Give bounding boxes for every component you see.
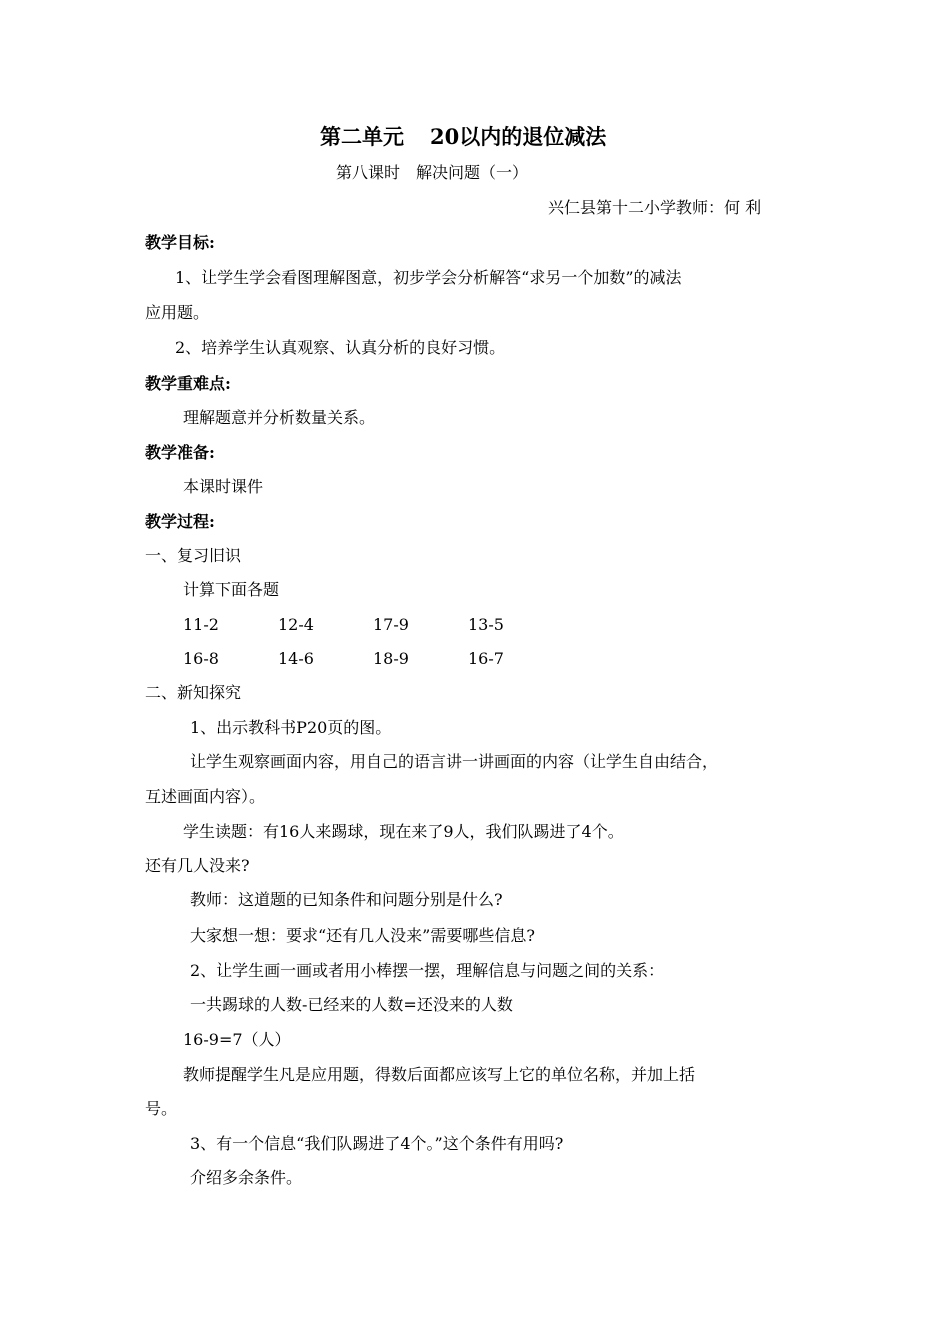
read-line1: 学生读题：有16人来踢球，现在来了9人，我们队踢进了4个。 <box>183 822 624 841</box>
section-1-title: 一、复习旧识 <box>145 546 242 565</box>
extra-condition: 介绍多余条件。 <box>190 1168 303 1187</box>
observe-line1: 让学生观察画面内容，用自己的语言讲一讲画面的内容（让学生自由结合， <box>190 752 719 771</box>
section-2-title: 二、新知探究 <box>145 683 242 702</box>
key-points-heading: 教学重难点: <box>145 374 231 393</box>
calc-item: 18-9 <box>373 649 409 668</box>
objectives-heading: 教学目标: <box>145 233 215 252</box>
calc-item: 16-7 <box>468 649 504 668</box>
reminder-line2: 号。 <box>145 1099 178 1118</box>
page-title <box>320 124 606 150</box>
subtitle-lesson: 第八课时 <box>336 163 401 182</box>
calc-item: 14-6 <box>278 649 314 668</box>
title-unit: 第二单元 <box>320 124 404 149</box>
calc-item: 11-2 <box>183 615 219 634</box>
observe-line2: 互述画面内容）。 <box>145 787 266 806</box>
calc-item: 13-5 <box>468 615 504 634</box>
title-topic: 20以内的退位减法 <box>430 124 607 149</box>
calc-item: 17-9 <box>373 615 409 634</box>
reminder-line1: 教师提醒学生凡是应用题，得数后面都应该写上它的单位名称，并加上括 <box>183 1065 696 1084</box>
step-2: 2、让学生画一画或者用小棒摆一摆，理解信息与问题之间的关系： <box>190 961 665 980</box>
read-line2: 还有几人没来? <box>145 856 250 875</box>
objective-1-line1: 1、让学生学会看图理解图意，初步学会分析解答“求另一个加数”的减法 <box>175 268 682 287</box>
teacher-question: 教师：这道题的已知条件和问题分别是什么? <box>190 890 503 909</box>
relation: 一共踢球的人数-已经来的人数=还没来的人数 <box>190 995 513 1014</box>
calc-item: 12-4 <box>278 615 314 634</box>
step-3: 3、有一个信息“我们队踢进了4个。”这个条件有用吗? <box>190 1134 564 1153</box>
page-subtitle <box>336 163 528 183</box>
equation: 16-9=7（人） <box>183 1030 291 1049</box>
step-1: 1、出示教科书P20页的图。 <box>190 718 392 737</box>
objective-2: 2、培养学生认真观察、认真分析的良好习惯。 <box>175 338 506 357</box>
process-heading: 教学过程: <box>145 512 215 531</box>
objective-1-line2: 应用题。 <box>145 303 210 322</box>
think-question: 大家想一想：要求“还有几人没来”需要哪些信息? <box>190 926 535 945</box>
key-points-text: 理解题意并分析数量关系。 <box>183 408 376 427</box>
preparation-text: 本课时课件 <box>183 477 264 496</box>
author-line: 兴仁县第十二小学教师：何 利 <box>548 198 762 217</box>
preparation-heading: 教学准备: <box>145 443 215 462</box>
calc-item: 16-8 <box>183 649 219 668</box>
section-1-instruction: 计算下面各题 <box>183 580 280 599</box>
subtitle-topic: 解决问题（一） <box>416 163 529 182</box>
